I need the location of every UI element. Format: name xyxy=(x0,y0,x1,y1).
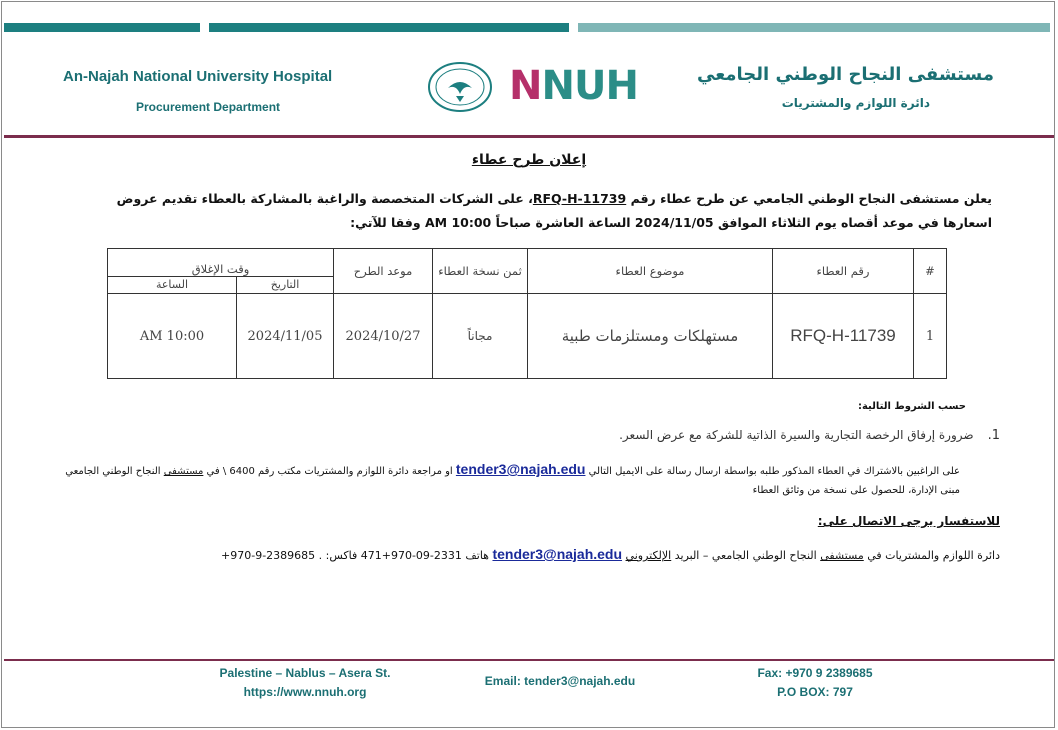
header-closing: وقت الإغلاق xyxy=(108,249,334,277)
header-time: الساعة xyxy=(108,276,237,293)
condition-text: ضرورة إرفاق الرخصة التجارية والسيرة الذاتية للشركة مع عرض السعر. xyxy=(619,428,974,442)
header-price: ثمن نسخة العطاء xyxy=(433,249,528,294)
cell-ref: RFQ-H-11739 xyxy=(773,294,914,379)
footer-email[interactable]: Email: tender3@najah.edu xyxy=(484,674,636,688)
conditions-title: حسب الشروط التالية: xyxy=(857,401,966,412)
cell-date: 2024/11/05 xyxy=(237,294,334,379)
intro-ref: RFQ-H-11739 xyxy=(532,191,627,206)
cell-num: 1 xyxy=(914,294,947,379)
contact-hospital: مستشفى xyxy=(820,549,864,562)
contact-email-link[interactable]: tender3@najah.edu xyxy=(492,546,623,562)
para-part3: النجاح الوطني الجامعي مبنى الإدارة، للحصول على نسخة من وثائق العطاء xyxy=(65,466,960,496)
hospital-name-ar: مستشفى النجاح الوطني الجامعي xyxy=(697,64,994,85)
contact-title: للاستفسار يرجى الاتصال على: xyxy=(817,514,1000,528)
footer-address: Palestine – Nablus – Asera St. xyxy=(219,666,391,680)
cell-time: AM 10:00 xyxy=(108,294,237,379)
footer-fax: Fax: +970 9 2389685 xyxy=(757,666,873,680)
email-link[interactable]: tender3@najah.edu xyxy=(455,461,586,477)
cell-price: مجاناً xyxy=(433,294,528,379)
announcement-title xyxy=(0,152,1058,168)
footer-po-box: P.O BOX: 797 xyxy=(777,685,853,699)
condition-number: 1. xyxy=(987,428,1000,443)
table-row xyxy=(108,294,947,379)
fax-label: فاكس: xyxy=(322,549,361,562)
contact-electronic: الإلكتروني xyxy=(625,549,672,562)
para-part1: على الراغبين بالاشتراك في العطاء المذكور طلبه بواسطة ارسال رسالة على الايميل التالي xyxy=(585,466,960,477)
contact-part1: دائرة اللوازم والمشتريات في xyxy=(863,549,1000,562)
header-subject: موضوع العطاء xyxy=(528,249,773,294)
announcement-intro xyxy=(92,187,992,235)
phone-label: هاتف xyxy=(461,549,493,562)
department-name-ar: دائرة اللوازم والمشتريات xyxy=(781,96,930,110)
header-stripe xyxy=(209,23,569,32)
contact-part2: النجاح الوطني الجامعي – البريد xyxy=(671,549,821,562)
logo-text: NNUH xyxy=(509,63,638,109)
cell-release: 2024/10/27 xyxy=(334,294,433,379)
header-release: موعد الطرح xyxy=(334,249,433,294)
header-num: # xyxy=(914,249,947,294)
footer-divider xyxy=(4,659,1054,661)
announcement-title-text: إعلان طرح عطاء xyxy=(471,152,587,168)
condition-item xyxy=(619,428,1000,443)
footer-website[interactable]: https://www.nnuh.org xyxy=(243,685,367,699)
header-ref: رقم العطاء xyxy=(773,249,914,294)
footer-address-block xyxy=(196,664,414,702)
intro-part2: ، على الشركات المتخصصة والراغبة بالمشاركة بالعطاء تقديم عروض اسعارها في موعد أقصاه يوم الثلاثاء الموافق 2024/11/05 الساعة العاشرة صباحاً AM 10:00 وفقا للآتي: xyxy=(116,191,992,230)
hospital-name-en: An-Najah National University Hospital xyxy=(63,68,333,85)
header-stripe xyxy=(578,23,1050,32)
university-seal-icon xyxy=(428,62,492,112)
tender-table xyxy=(107,248,947,379)
contact-line xyxy=(100,546,1000,562)
header-date: التاريخ xyxy=(237,276,334,293)
fax-number: +970-9-2389685 . xyxy=(221,549,323,562)
header-stripe xyxy=(4,23,200,32)
participation-paragraph xyxy=(60,460,960,500)
intro-part1: يعلن مستشفى النجاح الوطني الجامعي عن طرح عطاء رقم xyxy=(626,191,992,206)
department-name-en: Procurement Department xyxy=(136,100,281,114)
para-hospital: مستشفى xyxy=(163,466,204,477)
phone-number: 471+970-09-2331 xyxy=(360,549,462,562)
header-divider xyxy=(4,135,1054,138)
para-part2: او مراجعة دائرة اللوازم والمشتريات مكتب رقم 6400 \ في xyxy=(203,466,456,477)
footer-contact-block xyxy=(730,664,900,702)
nnuh-logo xyxy=(509,62,638,110)
cell-subject: مستهلكات ومستلزمات طبية xyxy=(528,294,773,379)
